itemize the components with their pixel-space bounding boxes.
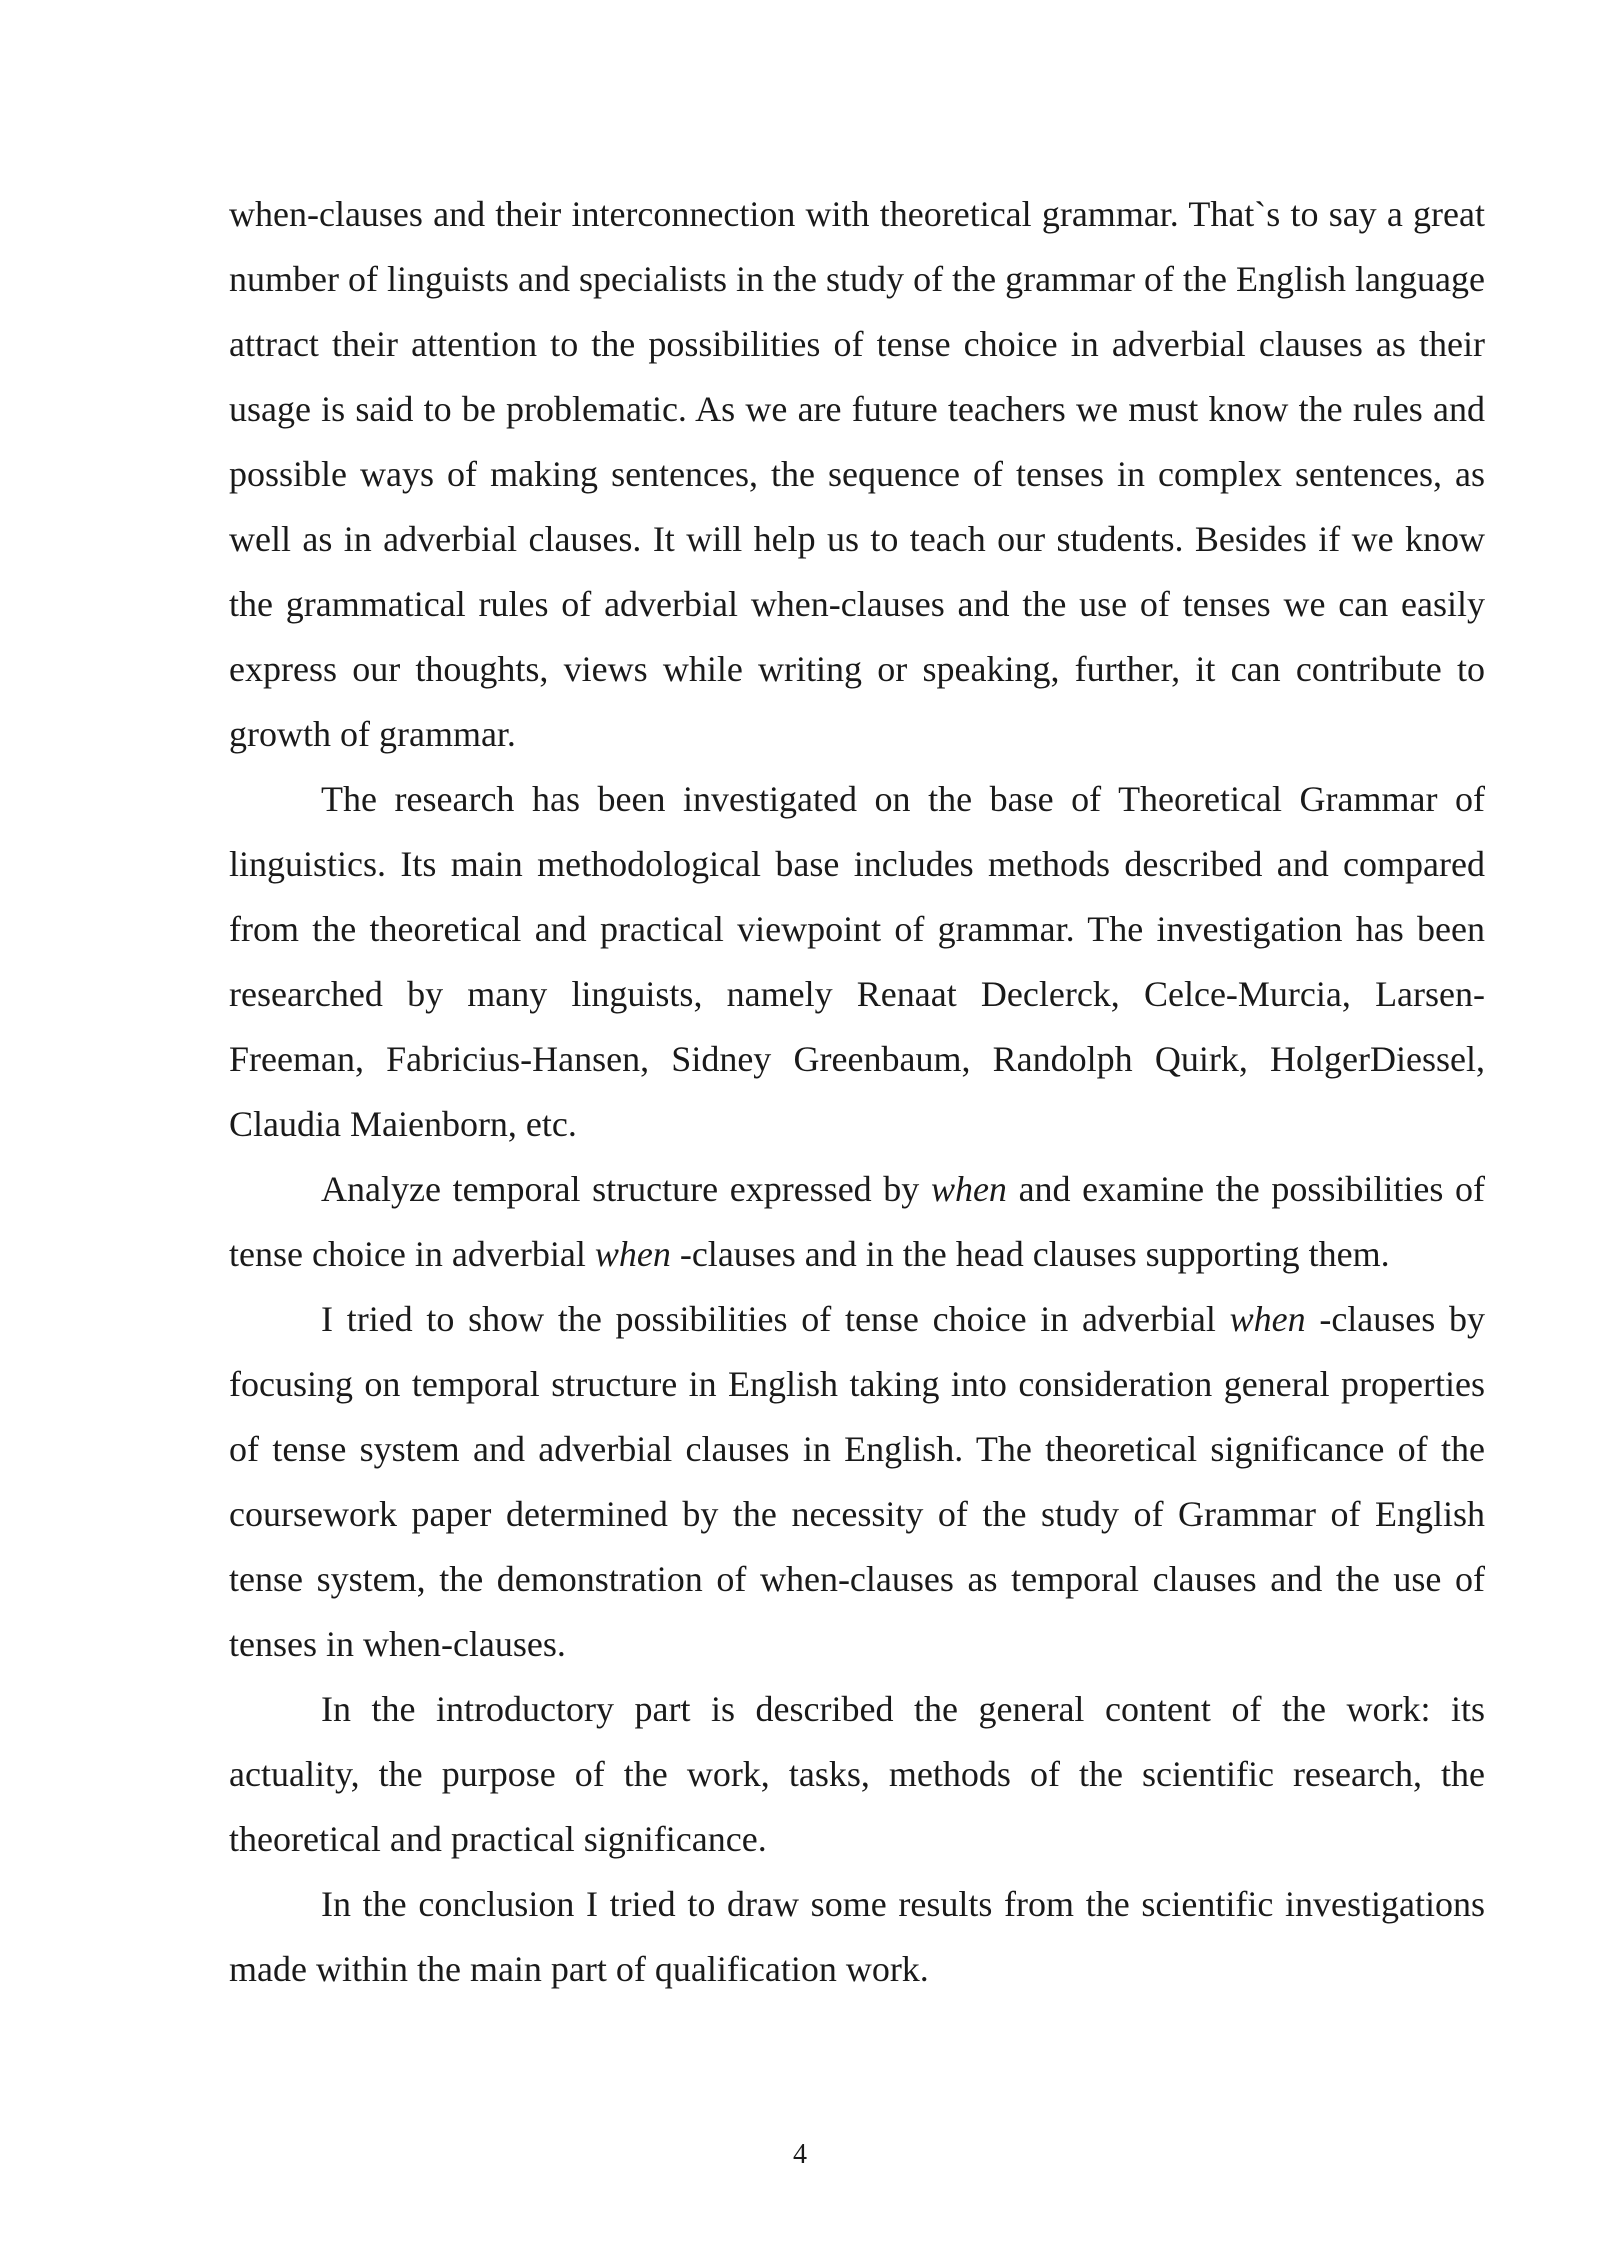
paragraph-text: I tried to show the possibilities of tense choice in adverbial	[321, 1299, 1230, 1339]
paragraph-1	[229, 182, 1485, 767]
paragraph-5	[229, 1677, 1485, 1872]
body-text	[229, 182, 1485, 2002]
paragraph-text: -clauses by focusing on temporal structure in English taking into consideration general properties of tense system and adverbial clauses in English. The theoretical significance of the coursework paper determined by the necessity of the study of Grammar of English tense system, the demonstration of when-clauses as temporal clauses and the use of tenses in when-clauses.	[229, 1299, 1485, 1664]
paragraph-text: when-clauses and their interconnection with theoretical grammar. That`s to say a great number of linguists and specialists in the study of the grammar of the English language attract their attention to the possibilities of tense choice in adverbial clauses as their usage is said to be problematic. As we are future teachers we must know the rules and possible ways of making sentences, the sequence of tenses in complex sentences, as well as in adverbial clauses. It will help us to teach our students. Besides if we know the grammatical rules of adverbial when-clauses and the use of tenses we can easily express our thoughts, views while writing or speaking, further, it can contribute to growth of grammar.	[229, 194, 1485, 754]
paragraph-text: and examine the possibilities of tense choice in adverbial	[229, 1169, 1486, 1274]
italic-term: when	[930, 1169, 1007, 1209]
italic-term: when	[1229, 1299, 1306, 1339]
italic-term: when	[594, 1234, 671, 1274]
paragraph-4	[229, 1287, 1485, 1677]
paragraph-text: In the conclusion I tried to draw some results from the scientific investigations made within the main part of qualification work.	[229, 1884, 1485, 1989]
paragraph-text: Analyze temporal structure expressed by	[321, 1169, 931, 1209]
paragraph-text: -clauses and in the head clauses supporting them.	[670, 1234, 1390, 1274]
paragraph-6	[229, 1872, 1485, 2002]
paragraph-text: The research has been investigated on the base of Theoretical Grammar of linguistics. Its main methodological base includes methods described and compared from the theoretical and practical viewpoint of grammar. The investigation has been researched by many linguists, namely Renaat Declerck, Celce-Murcia, Larsen-Freeman, Fabricius-Hansen, Sidney Greenbaum, Randolph Quirk, HolgerDiessel, Claudia Maienborn, etc.	[229, 779, 1485, 1144]
paragraph-text: In the introductory part is described the general content of the work: its actuality, the purpose of the work, tasks, methods of the scientific research, the theoretical and practical significance.	[229, 1689, 1485, 1859]
paragraph-2	[229, 767, 1485, 1157]
page-number: 4	[793, 2139, 807, 2170]
paragraph-3	[229, 1157, 1485, 1287]
